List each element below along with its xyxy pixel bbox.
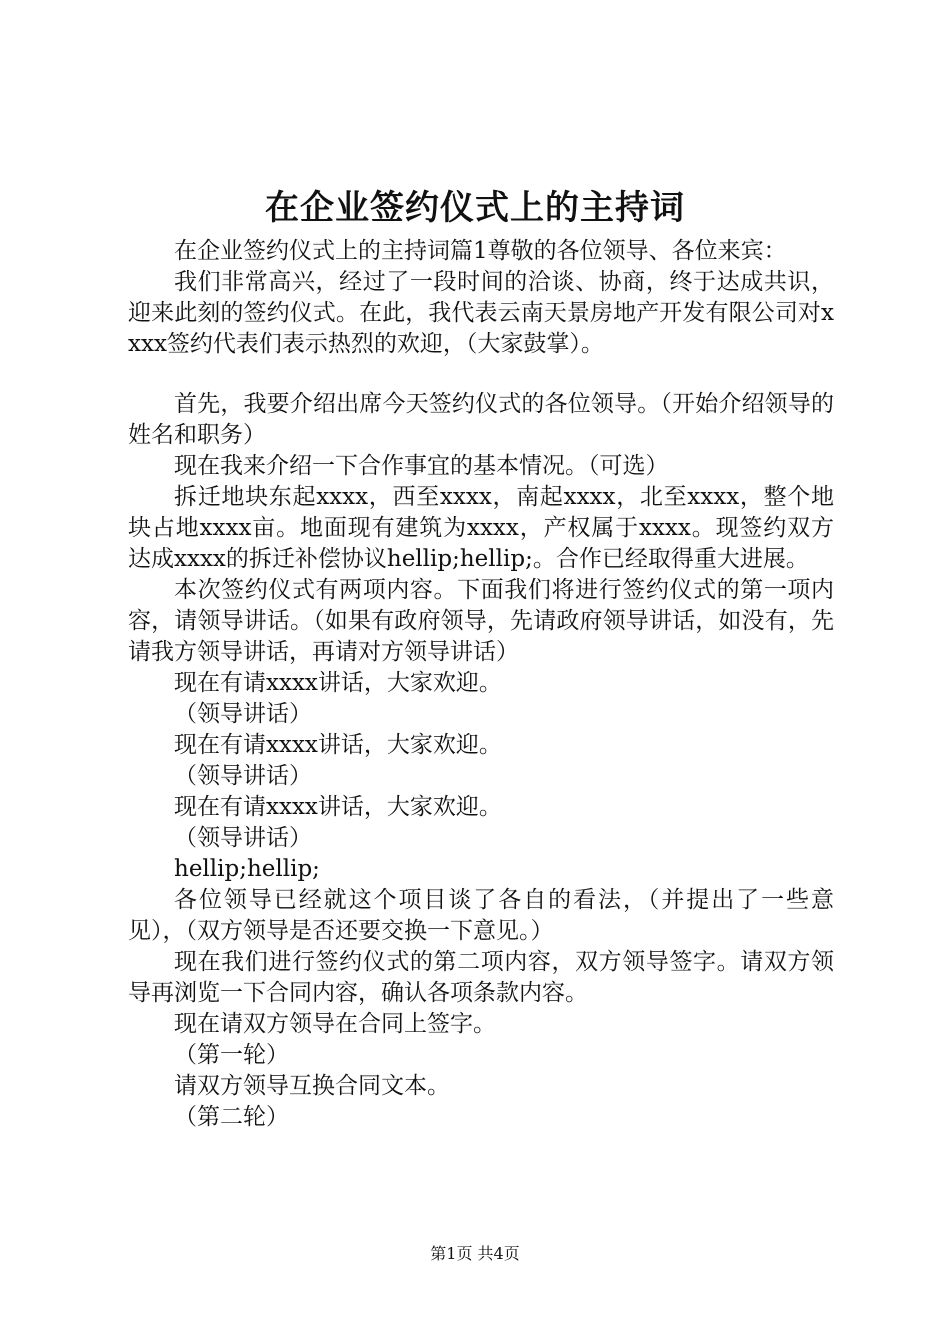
paragraph: （第一轮） (174, 1042, 289, 1068)
paragraph: 现在我来介绍一下合作事宜的基本情况。（可选） (174, 453, 669, 479)
paragraph: 现在有请xxxx讲话，大家欢迎。 (174, 794, 502, 820)
paragraph: （第二轮） (174, 1104, 289, 1130)
paragraph: （领导讲话） (174, 825, 312, 851)
paragraph: 本次签约仪式有两项内容。下面我们将进行签约仪式的第一项内容，请领导讲话。（如果有政府领导，先请政府领导讲话，如没有，先请我方领导讲话，再请对方领导讲话） (128, 577, 834, 665)
paragraph: 在企业签约仪式上的主持词篇1尊敬的各位领导、各位来宾： (174, 238, 787, 264)
paragraph: 拆迁地块东起xxxx，西至xxxx，南起xxxx，北至xxxx，整个地块占地xxxx亩。地面现有建筑为xxxx，产权属于xxxx。现签约双方达成xxxx的拆迁补偿协议hellip;hellip;。合作已经取得重大进展。 (128, 484, 834, 572)
paragraph: 现在有请xxxx讲话，大家欢迎。 (174, 670, 502, 696)
paragraph: 首先，我要介绍出席今天签约仪式的各位领导。（开始介绍领导的姓名和职务） (128, 391, 834, 448)
document-title: 在企业签约仪式上的主持词 (265, 188, 685, 228)
paragraph: 现在有请xxxx讲话，大家欢迎。 (174, 732, 502, 758)
paragraph: 请双方领导互换合同文本。 (174, 1073, 450, 1099)
paragraph: 现在我们进行签约仪式的第二项内容，双方领导签字。请双方领导再浏览一下合同内容，确认各项条款内容。 (128, 949, 834, 1006)
paragraph: （领导讲话） (174, 701, 312, 727)
paragraph: 现在请双方领导在合同上签字。 (174, 1011, 496, 1037)
paragraph: hellip;hellip; (174, 856, 320, 882)
paragraph: 我们非常高兴，经过了一段时间的洽谈、协商，终于达成共识，迎来此刻的签约仪式。在此，我代表云南天景房地产开发有限公司对xxxx签约代表们表示热烈的欢迎，（大家鼓掌）。 (128, 269, 834, 357)
paragraph: 各位领导已经就这个项目谈了各自的看法，（并提出了一些意见），（双方领导是否还要交换一下意见。） (128, 887, 834, 944)
paragraph: （领导讲话） (174, 763, 312, 789)
page-footer: 第1页 共4页 (430, 1244, 520, 1263)
document-body (128, 236, 834, 1133)
